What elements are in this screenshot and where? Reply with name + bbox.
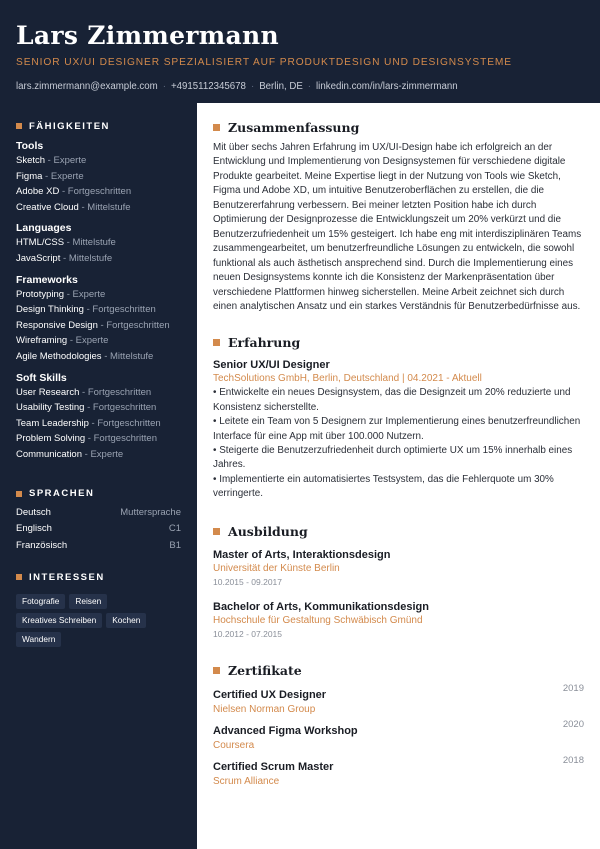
- skill-level: [85, 433, 157, 444]
- certificate-entry: [213, 754, 584, 789]
- main-content: [197, 103, 600, 789]
- location-text: Berlin, DE: [259, 81, 303, 92]
- skill-level-text: Experte: [90, 448, 124, 460]
- skill-level-text: Fortgeschritten: [106, 319, 170, 331]
- skill-item: [16, 400, 181, 416]
- skill-name: Usability Testing: [16, 402, 85, 414]
- skill-category: Soft Skills: [16, 371, 67, 384]
- languages-title-text: SPRACHEN: [29, 488, 95, 499]
- language-item: [16, 538, 181, 555]
- skill-item: [16, 200, 181, 216]
- job-bullets: [213, 386, 584, 501]
- certificate-year: 2020: [562, 718, 584, 730]
- skill-level-separator: -: [59, 186, 68, 198]
- skill-item: [16, 235, 181, 251]
- certificate-name: Certified Scrum Master: [213, 760, 334, 773]
- certificate-name: Certified UX Designer: [213, 688, 327, 701]
- education-entry: [213, 600, 584, 641]
- languages-list: [16, 505, 181, 555]
- skill-level-separator: -: [83, 304, 93, 316]
- skill-level-text: Experte: [75, 335, 109, 347]
- education-dates: 10.2012 - 07.2015: [213, 628, 283, 639]
- certificates-title-text: Zertifikate: [228, 663, 302, 679]
- skill-level: [64, 289, 105, 300]
- resume-header: [0, 0, 600, 103]
- sidebar: [0, 103, 197, 849]
- skill-level-text: Fortgeschritten: [92, 402, 157, 414]
- education-degree: Master of Arts, Interaktionsdesign: [213, 548, 391, 561]
- square-bullet-icon: [213, 339, 220, 346]
- skill-level-text: Fortgeschritten: [87, 386, 152, 398]
- square-bullet-icon: [16, 491, 22, 497]
- job-bullet: • Leitete ein Team von 5 Designern zur Implementierung eines benutzerfreundlichen Interface für eine App mit über 100.000 Nutzern.: [213, 416, 581, 442]
- job-bullet: • Entwickelte ein neues Designsystem, das die Designzeit um 20% reduzierte und Konsistenz sicherstellte.: [213, 387, 571, 413]
- language-item: [16, 505, 181, 522]
- certificate-name: Advanced Figma Workshop: [213, 724, 358, 737]
- certificates-list: [213, 682, 584, 789]
- skill-level-text: Experte: [72, 288, 106, 300]
- language-name: Englisch: [16, 523, 52, 534]
- language-level: Muttersprache: [120, 506, 181, 518]
- job-bullet: • Steigerte die Benutzerzufriedenheit durch optimierte UX um 15% innerhalb eines Jahres.: [213, 445, 573, 471]
- interest-chip: Kochen: [106, 613, 146, 628]
- skill-name: Prototyping: [16, 288, 65, 300]
- square-bullet-icon: [213, 528, 220, 535]
- language-level: B1: [169, 539, 181, 551]
- skill-category: Languages: [16, 222, 72, 235]
- skill-item: [16, 349, 181, 365]
- education-entry: [213, 548, 584, 589]
- interests-list: [16, 594, 181, 647]
- skill-name: Design Thinking: [16, 304, 84, 316]
- skill-item: [16, 251, 181, 267]
- skill-level: [42, 171, 83, 182]
- interests-title-text: INTERESSEN: [29, 571, 105, 583]
- skill-level-text: Fortgeschritten: [67, 186, 132, 198]
- skill-level-separator: -: [45, 155, 54, 166]
- skill-level: [84, 402, 156, 413]
- skill-level-text: Fortgeschritten: [92, 304, 156, 316]
- skill-name: Communication: [16, 448, 82, 460]
- square-bullet-icon: [16, 574, 22, 580]
- skill-name: JavaScript: [16, 252, 61, 264]
- certificate-org: Scrum Alliance: [213, 775, 280, 787]
- language-name: Deutsch: [16, 506, 51, 518]
- skill-name: Wireframing: [16, 335, 68, 347]
- skill-level-text: Experte: [53, 155, 87, 166]
- summary-title-text: Zusammenfassung: [228, 119, 360, 135]
- skill-name: Responsive Design: [16, 319, 98, 331]
- job-bullet: • Implementierte ein automatisiertes Testsystem, das die Fehlerquote um 30% verringerte.: [213, 473, 554, 500]
- skill-item: [16, 385, 181, 401]
- skill-level: [67, 335, 108, 346]
- education-degree: Bachelor of Arts, Kommunikationsdesign: [213, 600, 429, 613]
- certificate-org: Nielsen Norman Group: [213, 703, 316, 715]
- skill-level-text: Experte: [50, 170, 84, 182]
- certificate-org: Coursera: [213, 739, 255, 751]
- skill-groups: [16, 140, 181, 463]
- skill-item: [16, 302, 181, 318]
- contact-separator: ·: [250, 81, 255, 92]
- skill-level: [98, 320, 170, 331]
- education-list: [213, 548, 584, 641]
- skill-item: [16, 431, 181, 447]
- skill-level: [60, 253, 112, 264]
- skill-level-separator: -: [42, 170, 51, 182]
- contact-separator: ·: [162, 81, 166, 92]
- candidate-headline: SENIOR UX/UI DESIGNER SPEZIALISIERT AUF PRODUKTDESIGN UND DESIGNSYSTEME: [16, 57, 513, 68]
- summary-text: Mit über sechs Jahren Erfahrung im UX/UI-Design habe ich erfolgreich an der Entwicklung und Implementierung von Designsystemen für verschiedene digitale Produkte gearbeitet. Meine Expertise liegt in der Nutzung von Tools wie Sketch, Figma und Adobe XD, um intuitive Benutzeroberflächen zu erstellen, die die Benutzererfahrung verbessern. Bei meiner letzten Position habe ich durch Optimierung der Designprozesse die Entwicklungszeit um 20% verkürzt und die Benutzerzufriedenheit um 15% gesteigert. Ich habe eng mit interdisziplinären Teams zusammengearbeitet, um benutzerfreundliche Lösungen zu entwickeln, die sowohl funktional als auch ästhetisch ansprechend sind. Durch die Implementierung eines neuen Designsystems konnte ich die Konsistenz der Markenpräsentation über verschiedene Plattformen hinweg sicherstellen. Meine Arbeit zeichnet sich durch einen analytischen Ansatz und ein starkes Verständnis für Benutzerbedürfnisse aus.: [213, 142, 582, 312]
- skill-level: [84, 304, 156, 315]
- languages-section-title: [16, 487, 181, 501]
- job-entry: [213, 358, 584, 501]
- interests-section-title: [16, 570, 181, 584]
- language-level: C1: [168, 523, 181, 534]
- skill-level: [79, 387, 151, 398]
- skill-level-text: Mittelstufe: [68, 252, 113, 264]
- skill-item: [16, 184, 181, 200]
- language-name: Französisch: [16, 539, 68, 551]
- candidate-name: Lars Zimmermann: [16, 21, 279, 50]
- skill-item: [16, 333, 181, 349]
- skill-item: [16, 153, 181, 169]
- skill-name: Adobe XD: [16, 186, 60, 198]
- skill-item: [16, 318, 181, 334]
- skill-level-separator: -: [97, 319, 107, 331]
- email-link[interactable]: lars.zimmermann@example.com: [16, 81, 158, 92]
- linkedin-link[interactable]: linkedin.com/in/lars-zimmermann: [316, 81, 458, 92]
- skill-level-separator: -: [101, 350, 111, 362]
- skill-level: [102, 351, 154, 362]
- skill-level-separator: -: [88, 417, 98, 429]
- certificates-section-title: [213, 663, 584, 679]
- skill-level-text: Mittelstufe: [87, 201, 131, 213]
- skills-section-title: [16, 119, 181, 133]
- education-section-title: [213, 524, 584, 540]
- job-company: TechSolutions GmbH, Berlin, Deutschland | 04.2021 - Aktuell: [213, 373, 482, 385]
- skill-item: [16, 287, 181, 303]
- square-bullet-icon: [213, 667, 220, 674]
- interest-chip: Fotografie: [16, 594, 65, 609]
- skill-level: [64, 237, 116, 248]
- certificate-year: 2018: [562, 754, 584, 766]
- skill-item: [16, 447, 181, 463]
- summary-section-title: [213, 119, 584, 135]
- phone-link[interactable]: +4915112345678: [170, 81, 246, 92]
- interest-chip: Wandern: [16, 632, 61, 647]
- education-title-text: Ausbildung: [228, 524, 308, 540]
- skill-level-separator: -: [64, 288, 73, 300]
- skill-category: Tools: [16, 140, 44, 152]
- experience-title-text: Erfahrung: [228, 334, 301, 350]
- skill-level-separator: -: [64, 237, 73, 249]
- skill-level-separator: -: [82, 448, 91, 460]
- square-bullet-icon: [213, 124, 220, 131]
- skill-level-separator: -: [79, 386, 88, 398]
- contact-line: [16, 80, 584, 93]
- skill-name: Sketch: [16, 155, 46, 166]
- skill-level: [79, 202, 131, 213]
- skill-level-text: Mittelstufe: [110, 350, 154, 362]
- skill-level-separator: -: [67, 335, 76, 347]
- education-school: Universität der Künste Berlin: [213, 562, 340, 574]
- square-bullet-icon: [16, 123, 22, 129]
- skill-level-separator: -: [60, 252, 69, 264]
- skill-level: [59, 186, 131, 197]
- skill-level-separator: -: [85, 433, 94, 445]
- skill-name: Figma: [16, 170, 43, 182]
- skill-level: [45, 155, 86, 166]
- skill-item: [16, 416, 181, 432]
- certificate-entry: [213, 682, 584, 717]
- skill-level-text: Fortgeschritten: [93, 433, 157, 445]
- skill-name: User Research: [16, 386, 80, 398]
- certificate-entry: [213, 718, 584, 753]
- skill-category: Frameworks: [16, 273, 78, 286]
- skill-level: [89, 418, 161, 429]
- skills-title-text: FÄHIGKEITEN: [29, 120, 110, 132]
- education-dates: 10.2015 - 09.2017: [213, 576, 283, 587]
- experience-section-title: [213, 334, 584, 350]
- interest-chip: Reisen: [69, 594, 107, 609]
- skill-level-separator: -: [84, 402, 93, 414]
- skill-name: Agile Methodologies: [16, 350, 102, 362]
- skill-name: Team Leadership: [16, 417, 89, 429]
- skill-name: HTML/CSS: [16, 237, 65, 249]
- skill-level: [82, 449, 123, 460]
- job-title: Senior UX/UI Designer: [213, 359, 330, 372]
- education-school: Hochschule für Gestaltung Schwäbisch Gmünd: [213, 614, 423, 626]
- interest-chip: Kreatives Schreiben: [16, 613, 102, 628]
- skill-item: [16, 169, 181, 185]
- certificate-year: 2019: [562, 682, 584, 694]
- skill-name: Problem Solving: [16, 433, 86, 445]
- skill-level-text: Fortgeschritten: [97, 417, 161, 429]
- contact-separator: ·: [307, 81, 312, 92]
- skill-name: Creative Cloud: [16, 201, 79, 213]
- language-item: [16, 521, 181, 538]
- skill-level-text: Mittelstufe: [72, 237, 116, 249]
- skill-level-separator: -: [78, 201, 88, 213]
